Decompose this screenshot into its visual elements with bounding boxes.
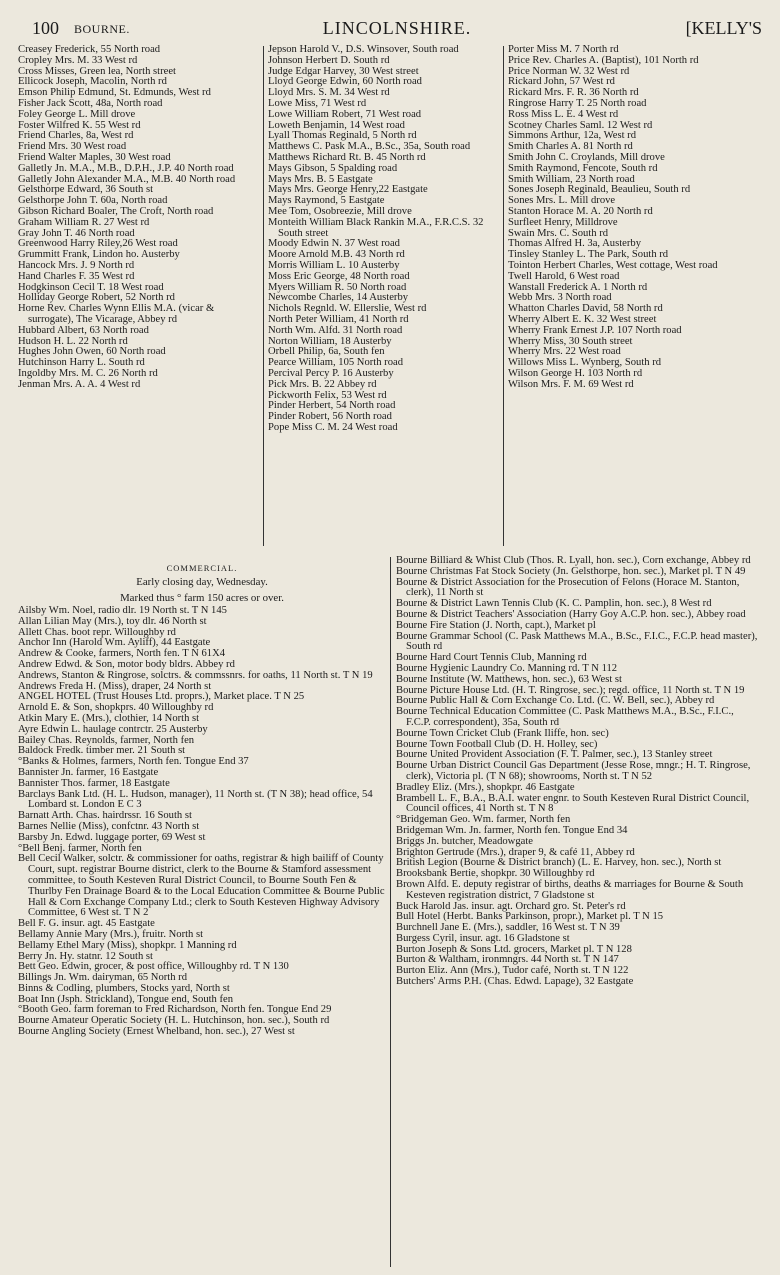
early-closing-note: Early closing day, Wednesday. [136, 576, 268, 588]
directory-entry: Wherry Albert E. K. 32 West street [508, 313, 657, 325]
directory-entry: Barsby Jn. Edwd. luggage porter, 69 West st [18, 831, 206, 843]
directory-entry: Wilson George H. 103 North rd [508, 367, 643, 379]
directory-entry: Wherry Frank Ernest J.P. 107 North road [508, 324, 682, 336]
directory-entry: Moss Eric George, 48 North road [268, 270, 410, 282]
directory-entry: Jepson Harold V., D.S. Winsover, South road [268, 45, 459, 55]
directory-entry: Burton & Waltham, ironmngrs. 44 North st. T N 147 [396, 954, 619, 966]
directory-entry: Bourne Town Football Club (D. H. Holley, sec) [396, 738, 598, 750]
directory-entry: Mee Tom, Osobreezie, Mill drove [268, 205, 412, 217]
directory-entry: Ailsby Wm. Noel, radio dlr. 19 North st. T N 145 [18, 605, 227, 616]
directory-entry: Hancock Mrs. J. 9 North rd [18, 259, 135, 271]
directory-entry: Matthews Richard Rt. B. 45 North rd [268, 151, 426, 163]
directory-entry: °Banks & Holmes, farmers, North fen. Tongue End 37 [18, 756, 249, 768]
directory-entry: Bourne Technical Education Committee (C. Pask Matthews M.A., B.Sc., F.I.C., F.C.P. correspondent), 35a, South rd [396, 706, 734, 728]
directory-entry: Bellamy Annie Mary (Mrs.), fruitr. North st [18, 928, 204, 940]
directory-entry: Mays Raymond, 5 Eastgate [268, 195, 385, 207]
directory-entry: Judge Edgar Harvey, 30 West street [268, 65, 419, 77]
directory-entry: Billings Jn. Wm. dairyman, 65 North rd [18, 972, 187, 984]
directory-entry: Wherry Miss, 30 South street [508, 335, 633, 347]
directory-entry: Mays Mrs. B. 5 Eastgate [268, 173, 373, 185]
directory-entry: North Wm. Alfd. 31 North road [268, 324, 403, 336]
publisher-mark: [KELLY'S [685, 18, 762, 38]
directory-entry: Barnatt Arth. Chas. hairdrssr. 16 South st [18, 810, 192, 822]
directory-entry: Foley George L. Mill drove [18, 108, 136, 120]
directory-entry: Friend Charles, 8a, West rd [18, 130, 134, 142]
directory-entry: Hutchinson Harry L. South rd [18, 357, 145, 369]
directory-entry: Arnold E. & Son, shopkprs. 40 Willoughby rd [18, 702, 214, 714]
directory-entry: Hodgkinson Cecil T. 18 West road [18, 281, 164, 293]
directory-entry: Boat Inn (Jsph. Strickland), Tongue end, South fen [18, 993, 234, 1005]
directory-entry: Butchers' Arms P.H. (Chas. Edwd. Lapage), 32 Eastgate [396, 976, 634, 988]
directory-entry: °Booth Geo. farm foreman to Fred Richardson, North fen. Tongue End 29 [18, 1004, 332, 1016]
directory-entry: Brighton Gertrude (Mrs.), draper 9, & café 11, Abbey rd [396, 846, 635, 858]
directory-entry: Porter Miss M. 7 North rd [508, 45, 619, 55]
directory-entry: Pick Mrs. B. 22 Abbey rd [268, 378, 377, 390]
directory-entry: Bradley Eliz. (Mrs.), shopkpr. 46 Eastgate [396, 781, 575, 793]
directory-entry: Mays Mrs. George Henry,22 Eastgate [268, 184, 428, 196]
directory-entry: Berry Jn. Hy. statnr. 12 South st [18, 950, 153, 962]
directory-entry: Loweth Benjamin, 14 West road [268, 119, 405, 131]
directory-entry: Greenwood Harry Riley,26 West road [18, 238, 178, 250]
directory-entry: Hubbard Albert, 63 North road [18, 324, 149, 336]
directory-entry: Lowe Miss, 71 West rd [268, 97, 367, 109]
directory-entry: Bailey Chas. Reynolds, farmer, North fen [18, 734, 195, 746]
directory-entry: Newcombe Charles, 14 Austerby [268, 292, 409, 304]
directory-entry: Monteith William Black Rankin M.A., F.R.C.S. 32 South street [268, 216, 484, 239]
directory-entry: Willows Miss L. Wynberg, South rd [508, 357, 662, 369]
directory-entry: Simmons Arthur, 12a, West rd [508, 130, 637, 142]
directory-entry: Ellicock Joseph, Macolin, North rd [18, 76, 167, 88]
directory-entry: Gelsthorpe John T. 60a, North road [18, 195, 168, 207]
directory-entry: Bourne Institute (W. Matthews, hon. sec.), 63 West st [396, 673, 623, 685]
directory-entry: Bell F. G. insur. agt. 45 Eastgate [18, 918, 155, 930]
directory-entry: Baldock Fredk. timber mer. 21 South st [18, 745, 186, 757]
directory-entry: Gray John T. 46 North road [18, 227, 135, 239]
directory-entry: Price Norman W. 32 West rd [508, 65, 630, 77]
directory-entry: °Bell Benj. farmer, North fen [18, 842, 142, 854]
directory-entry: Ross Miss L. E. 4 West rd [508, 108, 619, 120]
directory-entry: Myers William R. 50 North road [268, 281, 407, 293]
directory-entry: Stanton Horace M. A. 20 North rd [508, 205, 653, 217]
directory-entry: Barnes Nellie (Miss), confctnr. 43 North st [18, 820, 200, 832]
directory-entry: Bourne Angling Society (Ernest Whelband, hon. sec.), 27 West st [18, 1026, 295, 1038]
directory-entry: Burgess Cyril, insur. agt. 16 Gladstone st [396, 932, 570, 944]
directory-entry: Bourne & District Association for the Prosecution of Felons (Horace M. Stanton, clerk), 11 North st [396, 576, 740, 599]
directory-entry: Bell Cecil Walker, solctr. & commissioner for oaths, registrar & high bailiff of County Court, supt. registrar Bourne district, clerk to the Bourne & Stamford assessment committee, to South Kesteven Rural District Council, to Bourne South Fen & Thurlby Fen Drainage Board & to the Local Education Committee & Bourne Public Hall & Corn Exchange Company Ltd.; clerk to South Kesteven Highway Advisory Committee, 6 West st. T N 2 [18, 853, 385, 919]
commercial-column-left [18, 556, 386, 1268]
directory-entry: Allett Chas. boot repr. Willoughby rd [18, 626, 176, 638]
directory-entry: Hand Charles F. 35 West rd [18, 270, 135, 282]
directory-entry: Creasey Frederick, 55 North road [18, 45, 161, 55]
directory-entry: Andrews, Stanton & Ringrose, solctrs. & commssnrs. for oaths, 11 North st. T N 19 [18, 669, 373, 681]
directory-entry: Sones Joseph Reginald, Beaulieu, South rd [508, 184, 691, 196]
directory-entry: Smith Raymond, Fencote, South rd [508, 162, 658, 174]
directory-entry: Whatton Charles David, 58 North rd [508, 303, 663, 315]
directory-entry: Burchnell Jane E. (Mrs.), saddler, 16 West st. T N 39 [396, 922, 620, 934]
directory-entry: Barclays Bank Ltd. (H. L. Hudson, manager), 11 North st. (T N 38); head office, 54 Lombard st. London E C 3 [18, 788, 373, 811]
directory-entry: Andrews Freda H. (Miss), draper, 24 North st [18, 680, 212, 692]
directory-entry: Johnson Herbert D. South rd [268, 54, 390, 66]
directory-entry: Graham William R. 27 West rd [18, 216, 150, 228]
directory-entry: Pinder Herbert, 54 North road [268, 400, 396, 412]
commercial-column-right [396, 556, 760, 1268]
column-rule [503, 46, 504, 546]
directory-entry: Bridgeman Wm. Jn. farmer, North fen. Tongue End 34 [396, 824, 628, 836]
directory-entry: Percival Percy P. 16 Austerby [268, 367, 394, 379]
directory-entry: Gibson Richard Boaler, The Croft, North road [18, 205, 214, 217]
directory-entry: Mays Gibson, 5 Spalding road [268, 162, 398, 174]
directory-entry: Price Rev. Charles A. (Baptist), 101 North rd [508, 54, 699, 66]
directory-entry: Nichols Regnld. W. Ellerslie, West rd [268, 303, 427, 315]
directory-entry: Morris William L. 10 Austerby [268, 259, 400, 271]
directory-entry: Matthews C. Pask M.A., B.Sc., 35a, South road [268, 141, 471, 153]
directory-entry: Surfleet Henry, Milldrove [508, 216, 618, 228]
directory-entry: Bellamy Ethel Mary (Miss), shopkpr. 1 Manning rd [18, 939, 237, 951]
directory-entry: Hudson H. L. 22 North rd [18, 335, 128, 347]
directory-entry: Bourne & District Lawn Tennis Club (K. C. Pamplin, hon. sec.), 8 West rd [396, 598, 712, 610]
directory-entry: Wilson Mrs. F. M. 69 West rd [508, 378, 634, 390]
directory-entry: Andrew & Cooke, farmers, North fen. T N 61X4 [18, 648, 226, 660]
directory-entry: Jenman Mrs. A. A. 4 West rd [18, 378, 141, 390]
directory-entry: Sones Mrs. L. Mill drove [508, 195, 616, 207]
directory-entry: Bourne Fire Station (J. North, capt.), Market pl [396, 619, 596, 631]
directory-entry: Foster Wilfred K. 55 West rd [18, 119, 141, 131]
directory-entry: Burton Joseph & Sons Ltd. grocers, Market pl. T N 128 [396, 943, 632, 955]
directory-entry: Friend Mrs. 30 West road [18, 141, 127, 153]
directory-entry: Grummitt Frank, Lindon ho. Austerby [18, 249, 180, 261]
directory-entry: Cropley Mrs. M. 33 West rd [18, 54, 138, 66]
directory-entry: Norton William, 18 Austerby [268, 335, 392, 347]
directory-entry: Galletly John Alexander M.A., M.B. 40 North road [18, 173, 236, 185]
directory-entry: ANGEL HOTEL (Trust Houses Ltd. proprs.), Market place. T N 25 [18, 691, 305, 703]
directory-entry: North Peter William, 41 North rd [268, 313, 409, 325]
directory-entry: Brambell L. F., B.A., B.A.I. water engnr. to South Kesteven Rural District Council, Council offices, 41 North st. T N 8 [396, 792, 750, 815]
directory-entry: Smith John C. Croylands, Mill drove [508, 151, 665, 163]
directory-entry: Briggs Jn. butcher, Meadowgate [396, 835, 533, 847]
directory-entry: Scotney Charles Saml. 12 West rd [508, 119, 653, 131]
directory-entry: Orbell Philip, 6a, South fen [268, 346, 385, 358]
directory-entry: Tointon Herbert Charles, West cottage, West road [508, 259, 718, 271]
directory-entry: Bourne Public Hall & Corn Exchange Co. Ltd. (C. W. Bell, sec.), Abbey rd [396, 695, 715, 707]
directory-entry: Tinsley Stanley L. The Park, South rd [508, 249, 669, 261]
private-residents-column-2 [268, 45, 500, 550]
directory-entry: Ingoldby Mrs. M. C. 26 North rd [18, 367, 158, 379]
place-name: BOURNE. [74, 22, 130, 36]
page-header [32, 18, 762, 42]
directory-entry: Pinder Robert, 56 North road [268, 411, 392, 423]
directory-entry: Bourne United Provident Association (F. T. Palmer, sec.), 13 Stanley street [396, 749, 713, 761]
directory-entry: Bannister Jn. farmer, 16 Eastgate [18, 766, 159, 778]
directory-entry: Thomas Alfred H. 3a, Austerby [508, 238, 641, 250]
directory-entry: Atkin Mary E. (Mrs.), clothier, 14 North st [18, 712, 200, 724]
directory-entry: Wherry Mrs. 22 West road [508, 346, 621, 358]
directory-entry: Bourne Amateur Operatic Society (H. L. Hutchinson, hon. sec.), South rd [18, 1015, 330, 1027]
commercial-heading: COMMERCIAL. [166, 563, 238, 573]
directory-entry: Burton Eliz. Ann (Mrs.), Tudor café, North st. T N 122 [396, 965, 629, 977]
directory-entry: Rickard Mrs. F. R. 36 North rd [508, 87, 639, 99]
directory-entry: Twell Harold, 6 West road [508, 270, 620, 282]
directory-entry: Hughes John Owen, 60 North road [18, 346, 166, 358]
directory-entry: Friend Walter Maples, 30 West road [18, 151, 171, 163]
directory-entry: Ringrose Harry T. 25 North road [508, 97, 647, 109]
directory-entry: Pope Miss C. M. 24 West road [268, 421, 398, 433]
county-title: LINCOLNSHIRE. [322, 18, 472, 38]
private-residents-column-3 [508, 45, 760, 550]
directory-entry: Binns & Codling, plumbers, Stocks yard, North st [18, 982, 230, 994]
directory-entry: Bull Hotel (Herbt. Banks Parkinson, propr.), Market pl. T N 15 [396, 911, 664, 923]
directory-entry: Lloyd Mrs. S. M. 34 West rd [268, 87, 390, 99]
directory-entry: Allan Lilian May (Mrs.), toy dlr. 46 North st [18, 615, 207, 627]
directory-entry: Horne Rev. Charles Wynn Ellis M.A. (vicar & surrogate), The Vicarage, Abbey rd [18, 303, 215, 325]
directory-entry: Fisher Jack Scott, 48a, North road [18, 97, 163, 109]
directory-entry: Bourne & District Teachers' Association (Harry Goy A.C.P. hon. sec.), Abbey road [396, 608, 746, 620]
directory-entry: Pickworth Felix, 53 West rd [268, 389, 387, 401]
directory-entry: Buck Harold Jas. insur. agt. Orchard gro. St. Peter's rd [396, 900, 626, 912]
directory-entry: Emson Philip Edmund, St. Edmunds, West rd [18, 87, 211, 99]
column-rule [263, 46, 264, 546]
directory-entry: Brooksbank Bertie, shopkpr. 30 Willoughby rd [396, 868, 595, 880]
directory-entry: Lyall Thomas Reginald, 5 North rd [268, 130, 417, 142]
directory-entry: Rickard John, 57 West rd [508, 76, 615, 88]
directory-entry: Lloyd George Edwin, 60 North road [268, 76, 422, 88]
directory-entry: Bourne Town Cricket Club (Frank Iliffe, hon. sec) [396, 727, 609, 739]
directory-entry: Ayre Edwin L. haulage contrctr. 25 Austerby [18, 723, 208, 735]
directory-entry: Bourne Grammar School (C. Pask Matthews M.A., B.Sc., F.I.C., F.C.P. head master), South rd [396, 630, 758, 653]
directory-entry: Bourne Urban District Council Gas Department (Jesse Rose, mngr.; H. T. Ringrose, clerk), Victoria pl. (T N 68); showrooms, North st. T N 52 [396, 760, 751, 782]
private-residents-column-1 [18, 45, 260, 550]
directory-entry: °Bridgeman Geo. Wm. farmer, North fen [396, 814, 571, 826]
directory-entry: Lowe William Robert, 71 West road [268, 108, 422, 120]
directory-entry: Anchor Inn (Harold Wm. Ayliff), 44 Eastgate [18, 637, 211, 649]
directory-entry: Bett Geo. Edwin, grocer, & post office, Willoughby rd. T N 130 [18, 961, 289, 973]
directory-entry: Gelsthorpe Edward, 36 South st [18, 184, 154, 196]
directory-entry: British Legion (Bourne & District branch) (L. E. Harvey, hon. sec.), North st [396, 857, 722, 869]
directory-entry: Bourne Christmas Fat Stock Society (Jn. Gelsthorpe, hon. sec.), Market pl. T N 49 [396, 565, 746, 577]
directory-entry: Cross Misses, Green lea, North street [18, 65, 176, 77]
directory-entry: Swain Mrs. C. South rd [508, 227, 609, 239]
directory-entry: Holliday George Robert, 52 North rd [18, 292, 175, 304]
directory-entry: Smith William, 23 North road [508, 173, 635, 185]
column-rule [390, 557, 391, 1267]
farm-marker-note: Marked thus ° farm 150 acres or over. [120, 592, 284, 604]
directory-entry: Bourne Billiard & Whist Club (Thos. R. Lyall, hon. sec.), Corn exchange, Abbey rd [396, 556, 751, 566]
directory-entry: Bannister Thos. farmer, 18 Eastgate [18, 777, 170, 789]
directory-entry: Andrew Edwd. & Son, motor body bldrs. Abbey rd [18, 658, 235, 670]
directory-entry: Galletly Jn. M.A., M.B., D.P.H., J.P. 40 North road [18, 162, 234, 174]
directory-entry: Bourne Hard Court Tennis Club, Manning rd [396, 652, 587, 664]
directory-entry: Wanstall Frederick A. 1 North rd [508, 281, 648, 293]
directory-entry: Bourne Picture House Ltd. (H. T. Ringrose, sec.); regd. office, 11 North st. T N 19 [396, 684, 745, 696]
directory-entry: Pearce William, 105 North road [268, 357, 403, 369]
directory-entry: Brown Alfd. E. deputy registrar of births, deaths & marriages for Bourne & South Kesteven registration district, 7 Gladstone st [396, 878, 744, 901]
directory-entry: Bourne Hygienic Laundry Co. Manning rd. T N 112 [396, 662, 618, 674]
directory-entry: Smith Charles A. 81 North rd [508, 141, 633, 153]
page-number: 100 [32, 18, 59, 38]
directory-entry: Webb Mrs. 3 North road [508, 292, 612, 304]
directory-entry: Moody Edwin N. 37 West road [268, 238, 400, 250]
directory-entry: Moore Arnold M.B. 43 North rd [268, 249, 405, 261]
